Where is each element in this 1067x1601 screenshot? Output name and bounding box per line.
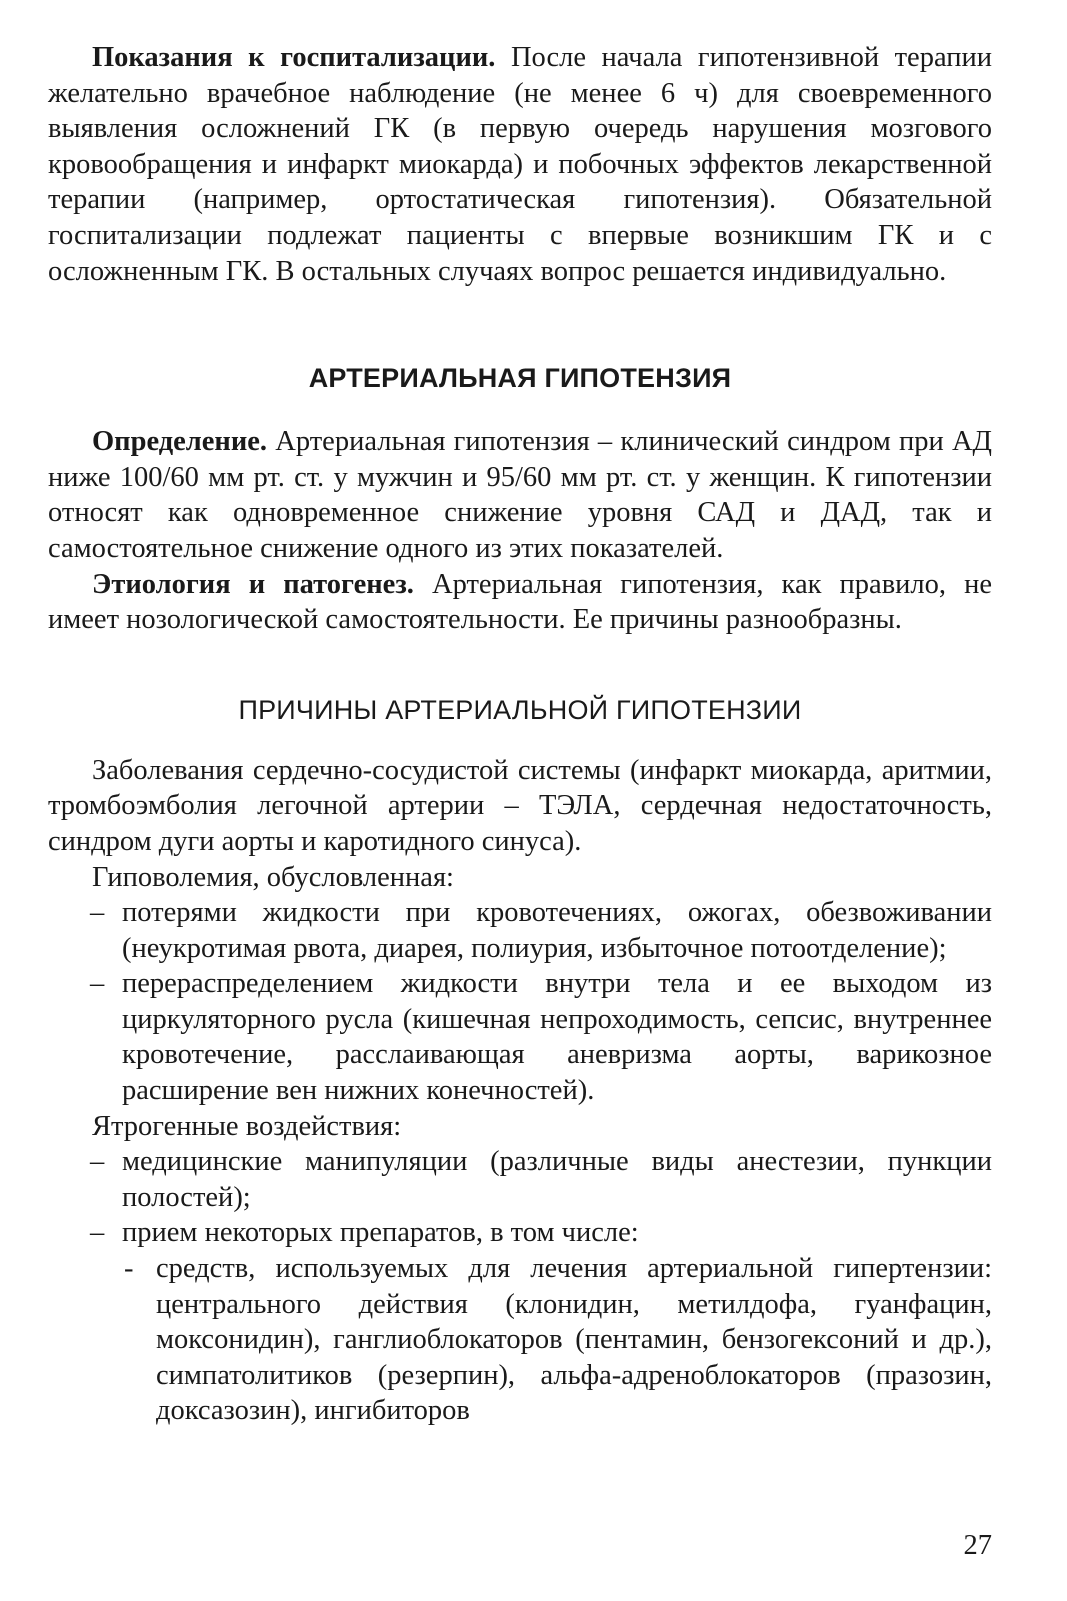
list-item-text: потерями жидкости при кровотечениях, ожогах, обезвоживании (неукротимая рвота, диарея, полиурия, избыточное потоотделение); [122,897,992,964]
list-dash: – [90,897,105,929]
list-iatrogenic [48,1144,992,1251]
list-item [48,1251,992,1429]
paragraph-text: Артериальная гипотензия, как правило, не имеет нозологической самостоятельности. Ее причины разнообразны. [48,568,992,636]
page-number: 27 [963,1530,992,1561]
paragraph-lead: Этиология и патогенез. [92,568,414,600]
paragraph-text: После начала гипотензивной терапии желательно врачебное наблюдение (не менее 6 ч) для своевременного выявления осложнений ГК (в первую очередь нарушения мозгового кровообращения и инфаркт миокарда) и побочных эффектов лекарственной терапии (например, ортостатическая гипотензия). Обязательной госпитализации подлежат пациенты с впервые возникшим ГК и с осложненным ГК. В остальных случаях вопрос решается индивидуально. [48,42,992,287]
list-item [48,966,992,1108]
list-hyphen: - [124,1253,134,1285]
paragraph-iatrogenic: Ятрогенные воздействия: [92,1110,402,1142]
section-heading-hypotension: АРТЕРИАЛЬНАЯ ГИПОТЕНЗИЯ [308,363,732,394]
list-item-text: перераспределением жидкости внутри тела и ее выходом из циркуляторного русла (кишечная непроходимость, сепсис, внутреннее кровотечение, расслаивающая аневризма аорты, варикозное расширение вен нижних конечностей). [122,968,992,1107]
section-heading-causes: ПРИЧИНЫ АРТЕРИАЛЬНОЙ ГИПОТЕНЗИИ [238,694,802,725]
list-item-text: средств, используемых для лечения артериальной гипертензии: центрального действия (клонидин, метилдофа, гуанфацин, моксонидин), ганглиоблокаторов (пентамин, бензогексоний и др.), симпатолитиков (резерпин), альфа-адреноблокаторов (празозин, доксазозин), ингибиторов [156,1253,992,1427]
paragraph-hypovolemia: Гиповолемия, обусловленная: [92,861,454,893]
list-item [48,895,992,966]
list-item [48,1215,992,1251]
list-dash: – [90,1217,105,1249]
paragraph-hospitalization [48,40,992,289]
list-drugs [48,1251,992,1429]
paragraph-text: Артериальная гипотензия – клинический синдром при АД ниже 100/60 мм рт. ст. у мужчин и 95/60 мм рт. ст. у женщин. К гипотензии относят как одновременное снижение уровня САД и ДАД, так и самостоятельное снижение одного из этих показателей. [48,426,992,564]
list-item-text: прием некоторых препаратов, в том числе: [122,1217,639,1249]
paragraph-definition [48,424,992,566]
list-hypovolemia [48,895,992,1109]
paragraph-lead: Определение. [92,426,268,458]
list-dash: – [90,968,105,1000]
list-item [48,1144,992,1215]
list-dash: – [90,1146,105,1178]
list-item-text: медицинские манипуляции (различные виды анестезии, пункции полостей); [122,1146,992,1213]
page-body [48,40,992,1429]
paragraph-cardiovascular: Заболевания сердечно-сосудистой системы (инфаркт миокарда, аритмии, тромбоэмболия легочной артерии – ТЭЛА, сердечная недостаточность, синдром дуги аорты и каротидного синуса). [48,754,992,857]
paragraph-etiology [48,567,992,638]
paragraph-lead: Показания к госпитализации. [92,42,496,73]
